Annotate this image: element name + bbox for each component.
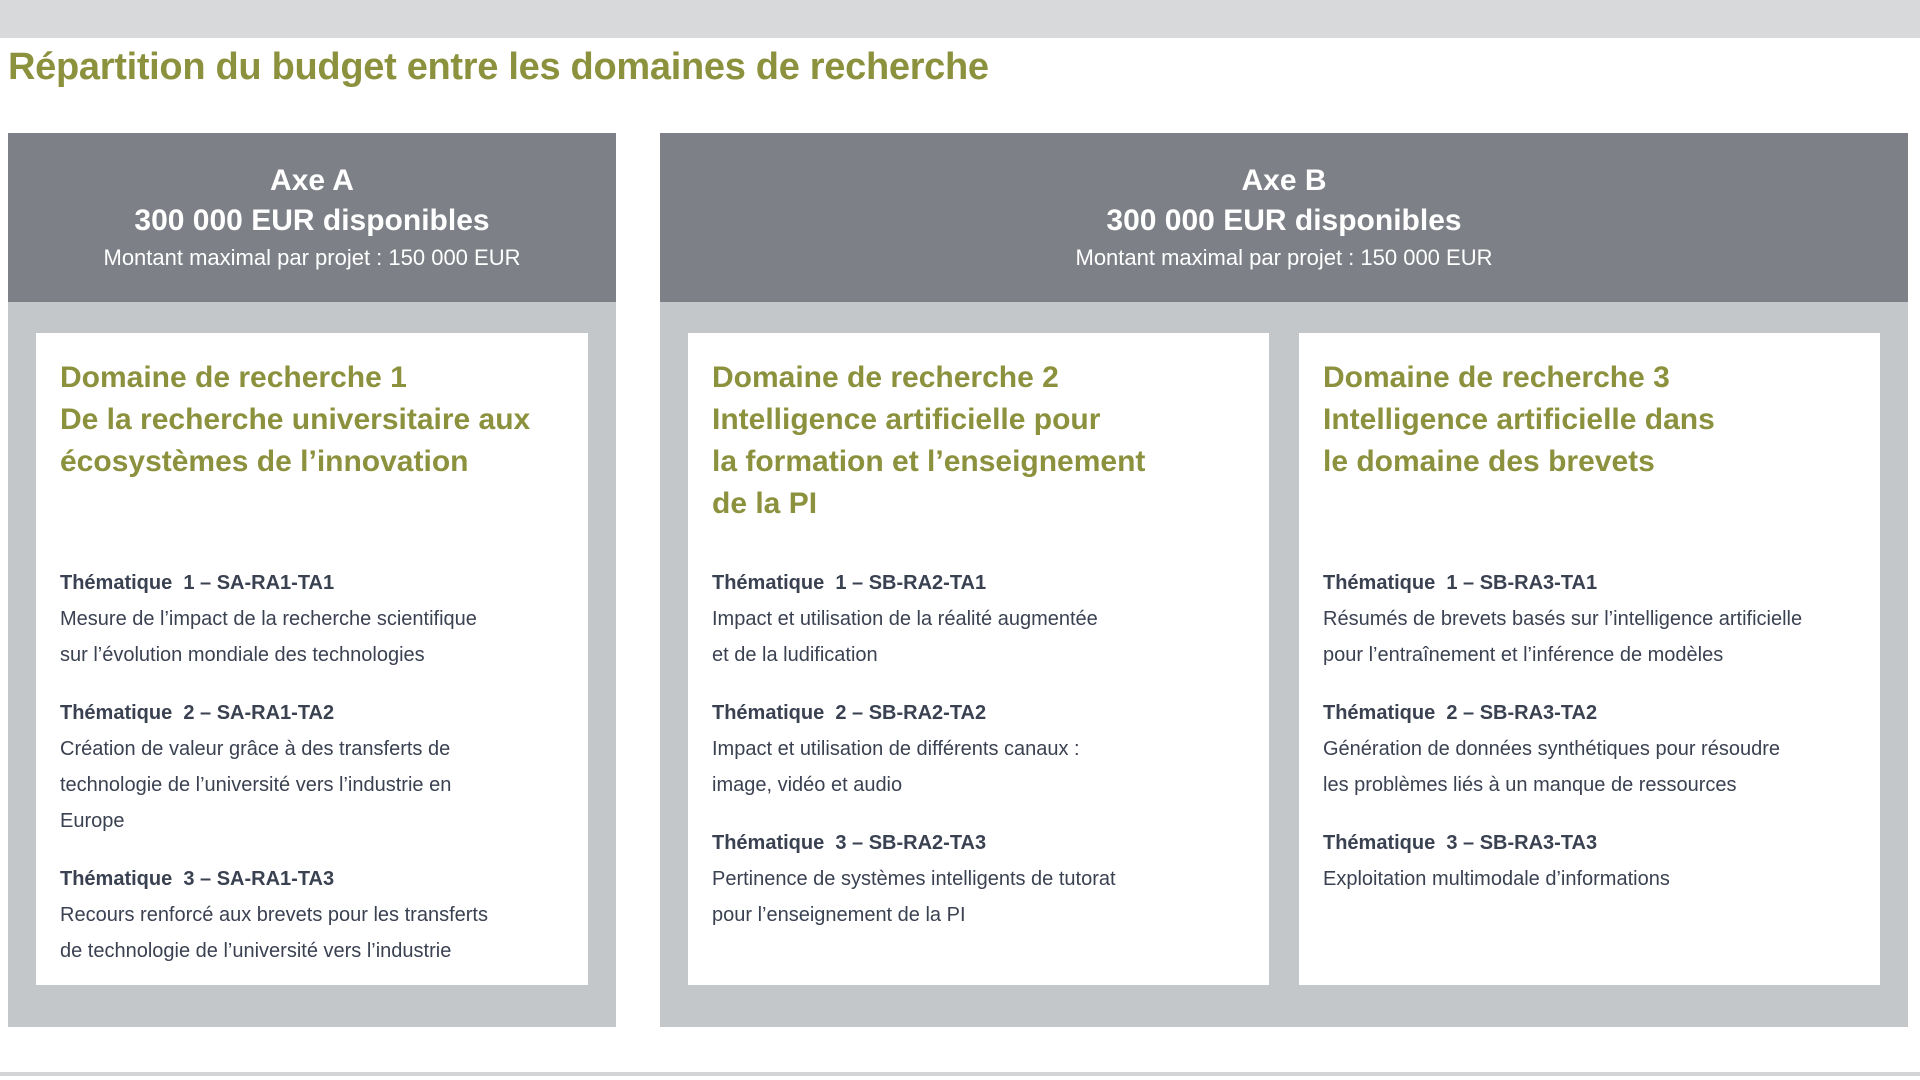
theme-description: Impact et utilisation de la réalité augmentée et de la ludification xyxy=(712,608,1098,666)
theme-label: Thématique 3 – SB-RA2-TA3 xyxy=(712,832,987,854)
axis-b-amount: 300 000 EUR disponibles xyxy=(1106,203,1462,237)
theme-description: Résumés de brevets basés sur l’intelligence artificielle pour l’entraînement et l’inférence de modèles xyxy=(1323,608,1803,666)
theme-description: Création de valeur grâce à des transferts de technologie de l’université vers l’industrie en Europe xyxy=(60,738,452,832)
theme-label: Thématique 3 – SB-RA3-TA3 xyxy=(1323,832,1598,854)
theme-description: Pertinence de systèmes intelligents de tutorat pour l’enseignement de la PI xyxy=(712,868,1116,926)
theme-item xyxy=(1323,565,1866,673)
theme-item xyxy=(1323,825,1866,897)
axis-b-max-note: Montant maximal par projet : 150 000 EUR xyxy=(1075,244,1493,270)
domain-card-2 xyxy=(688,333,1269,985)
theme-item xyxy=(1323,695,1866,803)
theme-label: Thématique 2 – SB-RA2-TA2 xyxy=(712,702,987,724)
page-title: Répartition du budget entre les domaines de recherche xyxy=(8,46,989,88)
axis-b-header xyxy=(660,133,1908,302)
theme-label: Thématique 3 – SA-RA1-TA3 xyxy=(60,868,335,890)
axis-b-body xyxy=(660,302,1908,1027)
axis-a-header xyxy=(8,133,616,302)
theme-description: Génération de données synthétiques pour résoudre les problèmes liés à un manque de ressources xyxy=(1323,738,1780,796)
domain-card-1 xyxy=(36,333,588,985)
theme-label: Thématique 2 – SA-RA1-TA2 xyxy=(60,702,335,724)
axis-a-max-note: Montant maximal par projet : 150 000 EUR xyxy=(103,244,521,270)
theme-label: Thématique 1 – SB-RA3-TA1 xyxy=(1323,572,1598,594)
theme-item xyxy=(712,695,1255,803)
theme-item xyxy=(712,565,1255,673)
axis-panel-a xyxy=(8,133,616,1027)
domain-card-3 xyxy=(1299,333,1880,985)
theme-item xyxy=(60,565,574,673)
axis-panel-b xyxy=(660,133,1908,1027)
theme-item xyxy=(60,861,574,969)
theme-label: Thématique 1 – SA-RA1-TA1 xyxy=(60,572,335,594)
theme-description: Exploitation multimodale d’informations xyxy=(1323,868,1670,890)
axis-a-amount: 300 000 EUR disponibles xyxy=(134,203,490,237)
axis-a-body xyxy=(8,302,616,1027)
domain-2-heading: Domaine de recherche 2 Intelligence artificielle pour la formation et l’enseignement de la PI xyxy=(712,361,1146,520)
theme-description: Mesure de l’impact de la recherche scientifique sur l’évolution mondiale des technologies xyxy=(60,608,477,666)
domain-1-heading: Domaine de recherche 1 De la recherche universitaire aux écosystèmes de l’innovation xyxy=(60,361,531,478)
theme-item xyxy=(60,695,574,839)
domain-3-heading: Domaine de recherche 3 Intelligence artificielle dans le domaine des brevets xyxy=(1323,361,1715,478)
theme-label: Thématique 1 – SB-RA2-TA1 xyxy=(712,572,987,594)
top-divider-band xyxy=(0,0,1920,38)
theme-item xyxy=(712,825,1255,933)
theme-description: Impact et utilisation de différents canaux : image, vidéo et audio xyxy=(712,738,1080,796)
theme-description: Recours renforcé aux brevets pour les transferts de technologie de l’université vers l’industrie xyxy=(60,904,488,962)
bottom-divider-rule xyxy=(0,1072,1920,1076)
axis-a-title: Axe A xyxy=(270,163,354,197)
axis-b-title: Axe B xyxy=(1241,163,1327,197)
theme-label: Thématique 2 – SB-RA3-TA2 xyxy=(1323,702,1598,724)
